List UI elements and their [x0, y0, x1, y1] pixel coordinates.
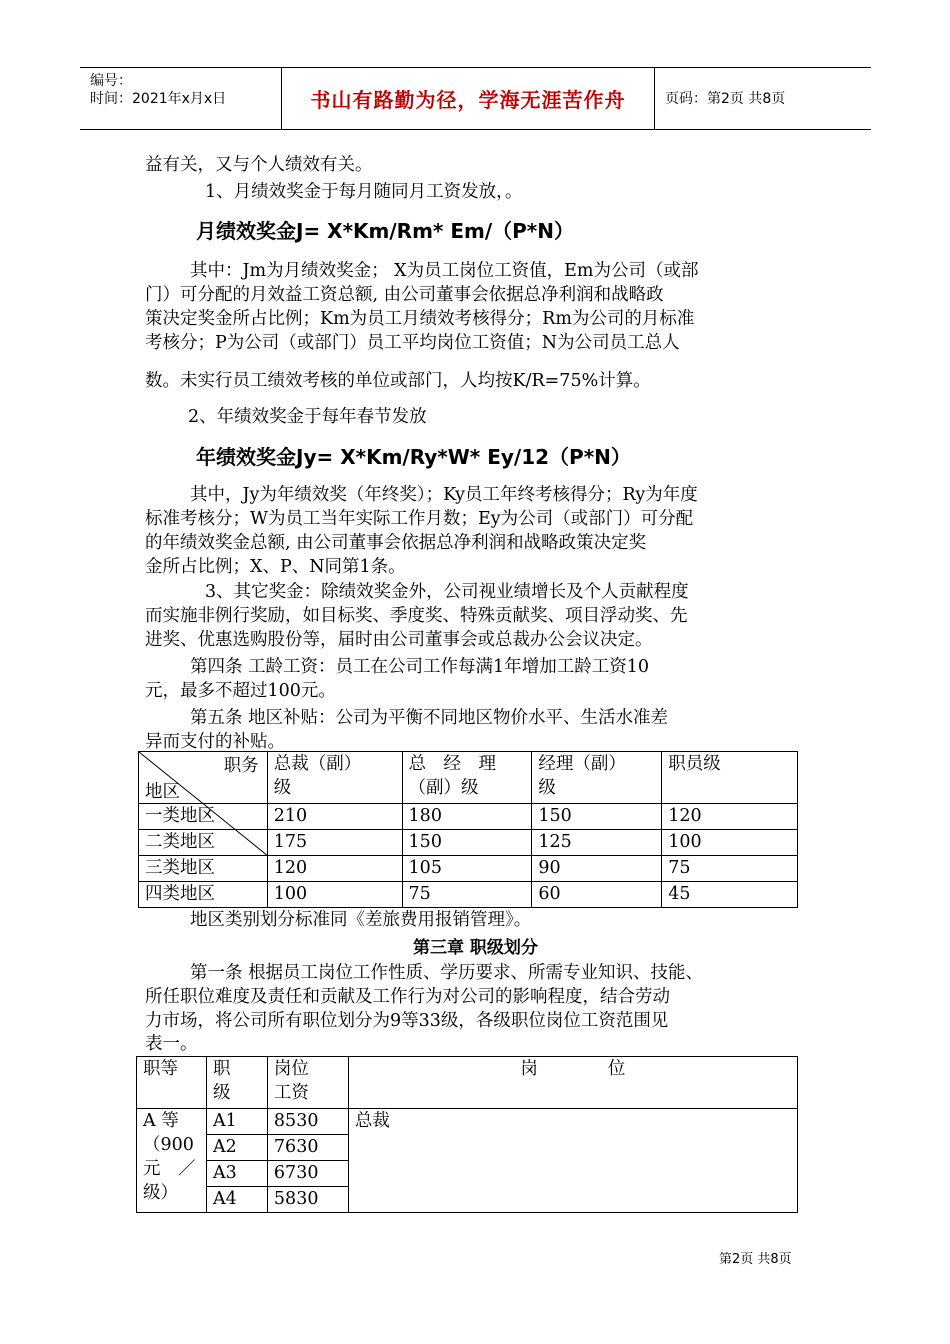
table-cell: 一类地区 — [139, 804, 268, 830]
header-line: 岗位 — [273, 1059, 309, 1079]
header-line: 职 — [212, 1059, 231, 1079]
table-corner-cell — [139, 752, 268, 804]
body-line: 第四条 工龄工资：员工在公司工作每满1年增加工龄工资10 — [190, 657, 649, 677]
header-line: 岗 位 — [520, 1059, 626, 1079]
header-line: （副）级 — [408, 778, 479, 798]
table-cell: A3 — [206, 1161, 267, 1187]
body-line: 异而支付的补贴。 — [145, 732, 285, 752]
table-header-cell — [662, 752, 798, 804]
table-cell: 5830 — [267, 1187, 348, 1213]
body-line: 1、月绩效奖金于每月随同月工资发放，。 — [205, 182, 523, 202]
position-cell: 总裁 — [348, 1109, 797, 1213]
table-cell: 125 — [532, 830, 662, 856]
table-cell: 45 — [662, 882, 798, 908]
table-cell: 100 — [662, 830, 798, 856]
table-cell: 6730 — [267, 1161, 348, 1187]
chapter-heading: 第三章 职级划分 — [413, 938, 538, 958]
table-cell: 三类地区 — [139, 856, 268, 882]
body-line: 进奖、优惠选购股份等，届时由公司董事会或总裁办公会议决定。 — [145, 630, 653, 650]
table-cell: 8530 — [267, 1109, 348, 1135]
body-line: 策决定奖金所占比例；Km为员工月绩效考核得分；Rm为公司的月标准 — [145, 309, 695, 329]
regional-allowance-table — [138, 751, 798, 908]
body-line: 益有关，又与个人绩效有关。 — [145, 155, 373, 175]
header-line: 工资 — [273, 1083, 309, 1103]
table-header-cell — [348, 1057, 797, 1109]
body-line: 元，最多不超过100元。 — [145, 681, 336, 701]
table-cell: 90 — [532, 856, 662, 882]
body-line: 3、其它奖金：除绩效奖金外，公司视业绩增长及个人贡献程度 — [205, 582, 689, 602]
header-page-number: 页码：第2页 共8页 — [665, 90, 786, 107]
body-line: 标准考核分；W为员工当年实际工作月数；Ey为公司（或部门）可分配 — [145, 509, 694, 529]
table-cell: 180 — [402, 804, 532, 830]
header-motto: 书山有路勤为径，学海无涯苦作舟 — [310, 88, 626, 112]
document-number: 编号： — [90, 73, 132, 89]
table-cell: 210 — [267, 804, 402, 830]
table-row — [137, 1109, 798, 1135]
table-header-row — [139, 752, 798, 804]
body-line: 2、年绩效奖金于每年春节发放 — [188, 407, 427, 427]
body-line: 所任职位难度及责任和贡献及工作行为对公司的影响程度，结合劳动 — [145, 987, 670, 1007]
grade-label-line: 级） — [143, 1183, 178, 1203]
body-line: 第五条 地区补贴：公司为平衡不同地区物价水平、生活水准差 — [190, 708, 669, 728]
body-line: 地区类别划分标准同《差旅费用报销管理》。 — [190, 910, 532, 930]
page-footer: 第2页 共8页 — [719, 1252, 792, 1267]
table-cell: 7630 — [267, 1135, 348, 1161]
header-line: 级 — [212, 1083, 231, 1103]
table-cell: 75 — [662, 856, 798, 882]
table-cell: 四类地区 — [139, 882, 268, 908]
header-line: 职等 — [143, 1059, 178, 1079]
formula-annual-bonus: 年绩效奖金Jy= X*Km/Ry*W* Ey/12（P*N） — [196, 445, 631, 469]
page-header — [80, 67, 871, 130]
header-page-cell — [655, 68, 871, 129]
body-line: 其中：Jm为月绩效奖金； X为员工岗位工资值，Em为公司（或部 — [190, 261, 699, 281]
header-line: 总裁（副） — [273, 754, 362, 774]
body-line: 而实施非例行奖励，如目标奖、季度奖、特殊贡献奖、项目浮动奖、先 — [145, 606, 688, 626]
table-header-cell — [206, 1057, 267, 1109]
table-header-cell — [532, 752, 662, 804]
formula-monthly-bonus: 月绩效奖金J= X*Km/Rm* Em/（P*N） — [196, 219, 575, 243]
body-line: 考核分；P为公司（或部门）员工平均岗位工资值；N为公司员工总人 — [145, 333, 680, 353]
table-cell: 120 — [662, 804, 798, 830]
table-cell: 二类地区 — [139, 830, 268, 856]
header-line: 经理（副） — [538, 754, 626, 774]
grade-label-line: （900 — [143, 1135, 194, 1155]
table-header-row — [137, 1057, 798, 1109]
body-line: 力市场，将公司所有职位划分为9等33级，各级职位岗位工资范围见 — [145, 1011, 669, 1031]
table-cell: A4 — [206, 1187, 267, 1213]
header-line: 总 经 理 — [408, 754, 497, 774]
body-line: 的年绩效奖金总额, 由公司董事会依据总净利润和战略政策决定奖 — [145, 533, 647, 553]
header-line: 级 — [273, 778, 292, 798]
body-line: 第一条 根据员工岗位工作性质、学历要求、所需专业知识、技能、 — [190, 963, 704, 983]
table-header-cell — [402, 752, 532, 804]
body-line: 数。未实行员工绩效考核的单位或部门，人均按K/R=75%计算。 — [145, 371, 651, 391]
table-cell: 75 — [402, 882, 532, 908]
grade-label-line: 元 ／ — [143, 1159, 196, 1179]
table-header-cell — [267, 1057, 348, 1109]
header-meta — [80, 68, 282, 129]
table-cell: 105 — [402, 856, 532, 882]
job-grade-table — [136, 1056, 798, 1213]
grade-label-cell — [137, 1109, 207, 1213]
header-motto-cell — [282, 68, 655, 129]
table-header-cell — [137, 1057, 207, 1109]
header-line: 职员级 — [668, 754, 721, 774]
table-cell: A2 — [206, 1135, 267, 1161]
table-cell: 150 — [402, 830, 532, 856]
document-time: 时间：2021年x月x日 — [90, 91, 227, 107]
body-line: 其中，Jy为年绩效奖（年终奖）；Ky员工年终考核得分；Ry为年度 — [190, 485, 698, 505]
corner-top-label: 职务 — [223, 756, 259, 776]
table-cell: 150 — [532, 804, 662, 830]
table-header-cell — [267, 752, 402, 804]
header-line: 级 — [538, 778, 556, 798]
grade-label-line: A 等 — [143, 1111, 179, 1131]
body-line: 金所占比例；X、P、N同第1条。 — [145, 557, 406, 577]
body-line: 门）可分配的月效益工资总额, 由公司董事会依据总净利润和战略政 — [145, 285, 664, 305]
body-line: 表一。 — [145, 1034, 198, 1054]
corner-bottom-label: 地区 — [145, 782, 180, 802]
table-cell: 120 — [267, 856, 402, 882]
table-cell: 60 — [532, 882, 662, 908]
table-cell: 175 — [267, 830, 402, 856]
table-cell: 100 — [267, 882, 402, 908]
table-row — [139, 882, 798, 908]
table-cell: A1 — [206, 1109, 267, 1135]
